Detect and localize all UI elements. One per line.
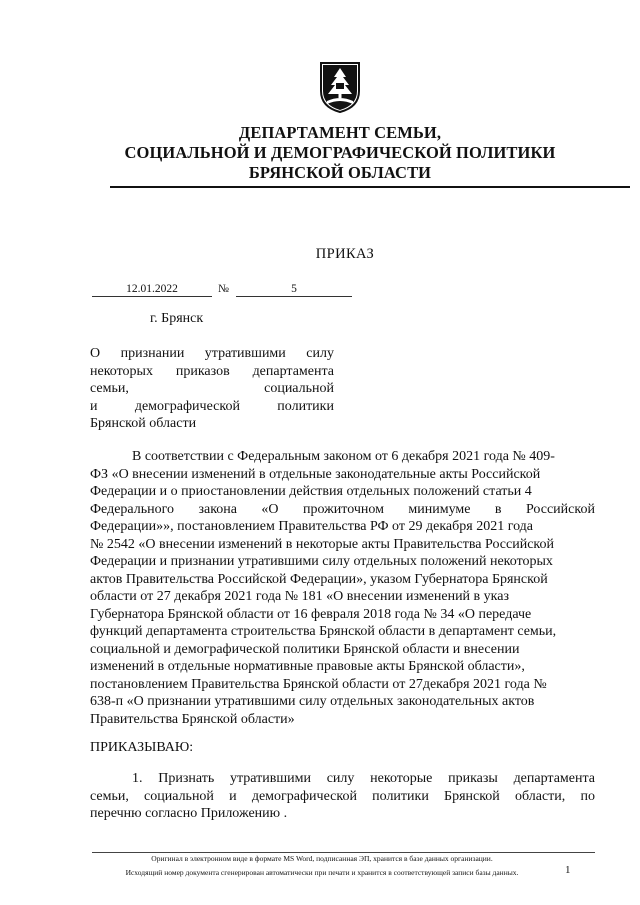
subject-word: некоторых <box>90 363 153 379</box>
number-sign: № <box>218 283 229 295</box>
body-line: Федерации и о приостановлении действия отдельных положений статьи 4 <box>90 484 532 499</box>
subject-word: и <box>90 398 98 414</box>
city: г. Брянск <box>150 311 204 326</box>
subject-word: социальной <box>264 381 334 397</box>
date-underline <box>92 296 212 297</box>
subject-line-3 <box>90 380 334 398</box>
document-subject <box>90 345 334 433</box>
header-line-1: ДЕПАРТАМЕНТ СЕМЬИ, <box>238 123 442 142</box>
item-line: семьи, социальной и демографической политики Брянской области, по <box>90 788 595 804</box>
body-line: № 2542 «О внесении изменений в некоторые акты Правительства Российской <box>90 536 555 552</box>
item-line: 1. Признать утратившими силу некоторые приказы департамента <box>132 771 595 786</box>
body-word: Федерального <box>90 501 175 517</box>
subject-line-4 <box>90 398 334 416</box>
body-line: изменений в отдельные нормативные правовые акты Брянской области», <box>90 659 525 674</box>
footer-note-2: Исходящий номер документа сгенерирован автоматически при печати и хранится в соответствующей записи базы данных. <box>125 868 519 877</box>
body-line: Правительства Брянской области» <box>90 711 295 727</box>
item-line: перечню согласно Приложению . <box>90 806 288 821</box>
body-line: В соответствии с Федеральным законом от 6 декабря 2021 года № 409- <box>132 449 555 464</box>
header-divider <box>110 186 630 188</box>
body-line: постановлением Правительства Брянской области от 27декабря 2021 года № <box>90 676 547 692</box>
brk-crest-icon <box>319 61 361 113</box>
subject-word: О <box>90 346 101 361</box>
subject-line-1 <box>90 345 334 363</box>
body-line: Губернатора Брянской области от 16 февраля 2018 года № 34 «О передаче <box>90 606 532 622</box>
body-word: в <box>494 501 502 517</box>
body-line <box>90 501 595 519</box>
footer-divider <box>92 852 595 853</box>
subject-word: силу <box>306 346 334 361</box>
body-line: социальной и демографической политики Брянской области и внесении <box>90 641 520 657</box>
subject-word: признании <box>120 346 185 361</box>
body-word: закона <box>198 501 237 517</box>
subject-line-5: Брянской области <box>90 416 197 432</box>
body-word: «О <box>261 501 279 517</box>
order-item-1 <box>90 770 595 823</box>
body-line: области от 27 декабря 2021 года № 181 «О внесении изменений в указ <box>90 589 509 604</box>
header-line-2: СОЦИАЛЬНОЙ И ДЕМОГРАФИЧЕСКОЙ ПОЛИТИКИ <box>124 143 556 162</box>
subject-line-2 <box>90 363 334 381</box>
number-underline <box>236 296 352 297</box>
subject-word: демографической <box>134 398 240 414</box>
body-line: ФЗ «О внесении изменений в отдельные законодательные акты Российской <box>90 466 541 482</box>
preamble-paragraph <box>90 448 595 728</box>
body-line: 638-п «О признании утратившими силу отдельных законодательных актов <box>90 694 535 709</box>
subject-word: политики <box>277 398 334 414</box>
page-number: 1 <box>565 864 571 876</box>
body-word: минимуме <box>408 501 471 517</box>
body-line: Федерации и признании утратившими силу отдельных положений некоторых <box>90 554 553 569</box>
subject-word: утратившими <box>204 346 286 361</box>
document-type: ПРИКАЗ <box>315 246 375 262</box>
document-date: 12.01.2022 <box>126 283 178 295</box>
document-number: 5 <box>291 283 297 295</box>
body-word: Российской <box>525 501 595 517</box>
subject-word: приказов <box>175 363 230 379</box>
subject-word: семьи, <box>90 381 129 397</box>
order-word: ПРИКАЗЫВАЮ: <box>90 740 194 755</box>
body-line: Федерации»», постановлением Правительства РФ от 29 декабря 2021 года <box>90 519 534 534</box>
header-line-3: БРЯНСКОЙ ОБЛАСТИ <box>248 163 432 182</box>
footer-note-1: Оригинал в электронном виде в формате MS Word, подписанная ЭП, хранится в базе данных организации. <box>151 854 493 863</box>
body-line: актов Правительства Российской Федерации», указом Губернатора Брянской <box>90 571 548 587</box>
subject-word: департамента <box>252 363 334 379</box>
body-line: функций департамента строительства Брянской области в департамент семьи, <box>90 624 557 639</box>
body-word: прожиточном <box>302 501 384 517</box>
department-header <box>60 123 620 183</box>
